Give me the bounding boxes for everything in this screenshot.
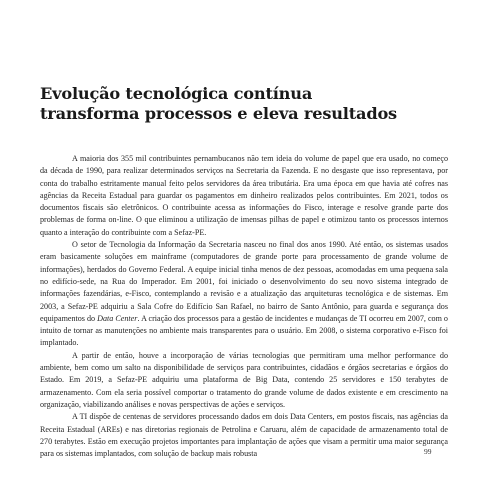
paragraph-2-text-before: O setor de Tecnologia da Informação da Secretaria nasceu no final dos anos 1990. Até então, os sistemas usados eram basicamente soluções em mainframe (computadores de grande porte para processamento de grande volume de informações), herdados do Governo Federal. A equipe inicial tinha menos de dez pessoas, acomodadas em uma pequena sala no edifício-sede, na Rua do Imperador. Em 2001, foi iniciado o desenvolvimento do seu novo sistema integrado de informações fazendárias, e-Fisco, contemplando a revisão e a atualização das arquiteturas tecnológica e de sistemas. Em 2003, a Sefaz-PE adquiriu a Sala Cofre do Edifício San Rafael, no bairro de Santo Antônio, para guarda e segurança dos equipamentos do <box>40 240 448 323</box>
paragraph-2-emphasis: Data Center <box>97 313 138 323</box>
heading-line-2: transforma processos e eleva resultados <box>40 104 397 123</box>
paragraph-2 <box>40 239 448 350</box>
paragraph-3: A partir de então, houve a incorporação de várias tecnologias que permitiram uma melhor performance do ambiente, bem como um salto na disponibilidade de serviços para contribuintes, cidadãos e órgãos secretarias e órgãos do Estado. Em 2019, a Sefaz-PE adquiriu uma plataforma de Big Data, contendo 25 servidores e 150 terabytes de armazenamento. Com ela seria possível comportar o tratamento do grande volume de dados existente e em crescimento na organização, viabilizando análises e novas perspectivas de ações e serviços. <box>40 350 448 409</box>
paragraph-1: A maioria dos 355 mil contribuintes pernambucanos não tem ideia do volume de papel que era usado, no começo da década de 1990, para realizar determinados serviços na Secretaria da Fazenda. E no desgaste que isso representava, por conta do trabalho estritamente manual feito pelos servidores da área tributária. Era uma época em que havia até cofres nas agências da Receita Estadual para guardar os pagamentos em dinheiro realizados pelos contribuintes. Em 2021, todos os documentos fiscais são eletrônicos. O contribuinte acessa as informações do Fisco, interage e resolve grande parte dos problemas de forma on-line. O que eliminou a utilização de imensas pilhas de papel e otimizou tanto os processos internos quanto a interação do contribuinte com a Sefaz-PE. <box>40 154 448 237</box>
article-body <box>40 153 448 460</box>
paragraph-2-text-after: . A criação dos processos para a gestão de incidentes e mudanças de TI ocorreu em 2007, com o intuito de tornar as manutenções no ambiente mais transparentes para o usuário. Em 2008, o sistema corporativo e-Fisco foi implantado. <box>40 313 448 348</box>
heading-line-1: Evolução tecnológica contínua <box>40 84 313 103</box>
page-number: 99 <box>424 447 432 456</box>
article-heading <box>40 84 440 124</box>
paragraph-4: A TI dispõe de centenas de servidores processando dados em dois Data Centers, em postos fiscais, nas agências da Receita Estadual (AREs) e nas diretorias regionais de Petrolina e Caruaru, além de capacidade de armazenamento total de 270 terabytes. Estão em execução projetos importantes para implantação de ações que visam a permitir uma maior segurança para os sistemas implantados, com solução de backup mais robusta <box>40 412 448 459</box>
